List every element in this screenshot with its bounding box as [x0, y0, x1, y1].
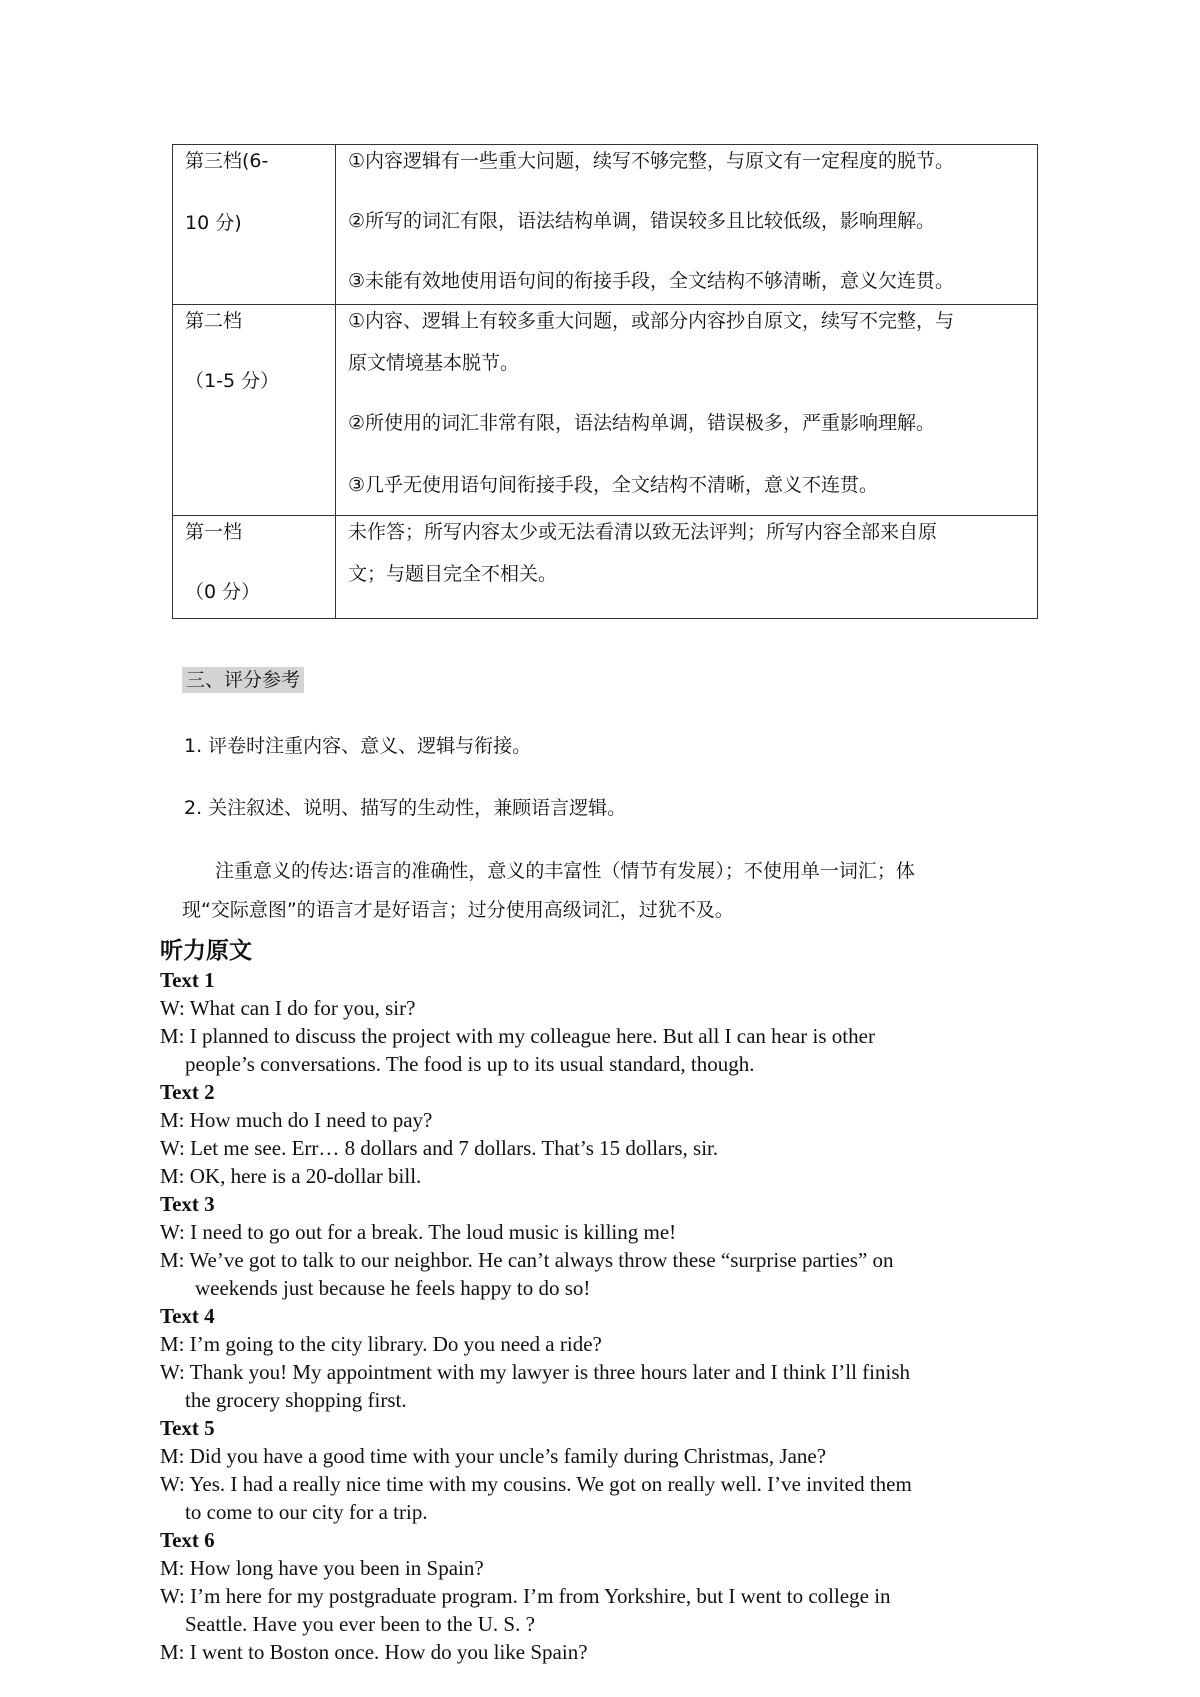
scoring-note-1: 1. 评卷时注重内容、意义、逻辑与衔接。: [184, 735, 532, 757]
dialogue-line: [160, 1582, 1060, 1638]
text-block-6: [160, 1526, 1060, 1666]
dialogue-continuation: to come to our city for a trip.: [185, 1500, 428, 1524]
dialogue-line: [160, 1162, 1060, 1190]
dialogue-line: [160, 1022, 1060, 1078]
dialogue-line: [160, 1442, 1060, 1470]
text-heading: Text 6: [160, 1528, 215, 1552]
dialogue-line: [160, 1218, 1060, 1246]
dialogue-text: M: How much do I need to pay?: [160, 1108, 433, 1132]
dialogue-line: [160, 1358, 1060, 1414]
level-name: 第三档(6-: [185, 150, 269, 172]
level-score: （1-5 分）: [185, 370, 280, 392]
dialogue-text: M: I went to Boston once. How do you like Spain?: [160, 1640, 588, 1664]
dialogue-line: [160, 1470, 1060, 1526]
text-block-5: [160, 1414, 1060, 1526]
scoring-paragraph-line-1: 注重意义的传达:语言的准确性，意义的丰富性（情节有发展）；不使用单一词汇；体: [215, 860, 915, 882]
level-score: 10 分): [185, 212, 242, 234]
dialogue-text: M: I’m going to the city library. Do you need a ride?: [160, 1332, 602, 1356]
dialogue-continuation: people’s conversations. The food is up to its usual standard, though.: [185, 1052, 755, 1076]
text-heading: Text 1: [160, 968, 215, 992]
dialogue-line: [160, 1134, 1060, 1162]
rubric-row-level-1: [173, 516, 1038, 619]
dialogue-line: [160, 1106, 1060, 1134]
dialogue-line: [160, 1554, 1060, 1582]
criterion-line: ③几乎无使用语句间衔接手段，全文结构不清晰，意义不连贯。: [348, 474, 879, 496]
level-score: （0 分）: [185, 581, 261, 603]
dialogue-text: W: Yes. I had a really nice time with my cousins. We got on really well. I’ve invited them: [160, 1472, 912, 1496]
dialogue-text: M: How long have you been in Spain?: [160, 1556, 484, 1580]
criterion-line: 未作答；所写内容太少或无法看清以致无法评判；所写内容全部来自原: [348, 521, 938, 543]
rubric-level-cell: [173, 145, 336, 305]
text-heading: Text 2: [160, 1080, 215, 1104]
rubric-level-cell: [173, 305, 336, 516]
rubric-row-level-3: [173, 145, 1038, 305]
criterion-line: ①内容逻辑有一些重大问题，续写不够完整，与原文有一定程度的脱节。: [348, 150, 955, 172]
scoring-rubric-table: [172, 144, 1038, 619]
dialogue-text: M: We’ve got to talk to our neighbor. He can’t always throw these “surprise parties” on: [160, 1248, 894, 1272]
rubric-level-cell: [173, 516, 336, 619]
criterion-line: 原文情境基本脱节。: [348, 352, 520, 374]
dialogue-text: W: Thank you! My appointment with my lawyer is three hours later and I think I’ll finish: [160, 1360, 911, 1384]
text-block-2: [160, 1078, 1060, 1190]
transcript-title: 听力原文: [160, 938, 252, 964]
section-heading: 三、评分参考: [182, 667, 304, 693]
scoring-paragraph-line-2: 现“交际意图”的语言才是好语言；过分使用高级词汇，过犹不及。: [182, 899, 734, 921]
rubric-row-level-2: [173, 305, 1038, 516]
dialogue-line: [160, 1638, 1060, 1666]
criterion-line: ②所使用的词汇非常有限，语法结构单调，错误极多，严重影响理解。: [348, 412, 936, 434]
dialogue-line: [160, 994, 1060, 1022]
scoring-note-2: 2. 关注叙述、说明、描写的生动性，兼顾语言逻辑。: [184, 797, 627, 819]
text-heading: Text 4: [160, 1304, 215, 1328]
rubric-description-cell: [336, 305, 1038, 516]
level-name: 第一档: [185, 521, 243, 543]
dialogue-line: [160, 1246, 1060, 1302]
text-block-1: [160, 966, 1060, 1078]
dialogue-text: M: OK, here is a 20-dollar bill.: [160, 1164, 422, 1188]
dialogue-text: W: I need to go out for a break. The loud music is killing me!: [160, 1220, 677, 1244]
dialogue-text: M: Did you have a good time with your uncle’s family during Christmas, Jane?: [160, 1444, 827, 1468]
dialogue-text: W: Let me see. Err… 8 dollars and 7 dollars. That’s 15 dollars, sir.: [160, 1136, 719, 1160]
dialogue-text: W: I’m here for my postgraduate program. I’m from Yorkshire, but I went to college in: [160, 1584, 891, 1608]
text-heading: Text 5: [160, 1416, 215, 1440]
criterion-line: ③未能有效地使用语句间的衔接手段，全文结构不够清晰，意义欠连贯。: [348, 270, 955, 292]
dialogue-continuation: the grocery shopping first.: [185, 1388, 407, 1412]
dialogue-text: M: I planned to discuss the project with my colleague here. But all I can hear is other: [160, 1024, 875, 1048]
level-name: 第二档: [185, 310, 243, 332]
dialogue-text: W: What can I do for you, sir?: [160, 996, 416, 1020]
rubric-description-cell: [336, 145, 1038, 305]
dialogue-continuation: Seattle. Have you ever been to the U. S. ?: [185, 1612, 535, 1636]
criterion-line: 文；与题目完全不相关。: [348, 563, 558, 585]
criterion-line: ①内容、逻辑上有较多重大问题，或部分内容抄自原文，续写不完整，与: [348, 310, 955, 332]
text-heading: Text 3: [160, 1192, 215, 1216]
text-block-3: [160, 1190, 1060, 1302]
rubric-description-cell: [336, 516, 1038, 619]
dialogue-line: [160, 1330, 1060, 1358]
listening-transcript: [160, 936, 1060, 1666]
dialogue-continuation: weekends just because he feels happy to do so!: [195, 1276, 591, 1300]
text-block-4: [160, 1302, 1060, 1414]
criterion-line: ②所写的词汇有限，语法结构单调，错误较多且比较低级，影响理解。: [348, 210, 936, 232]
